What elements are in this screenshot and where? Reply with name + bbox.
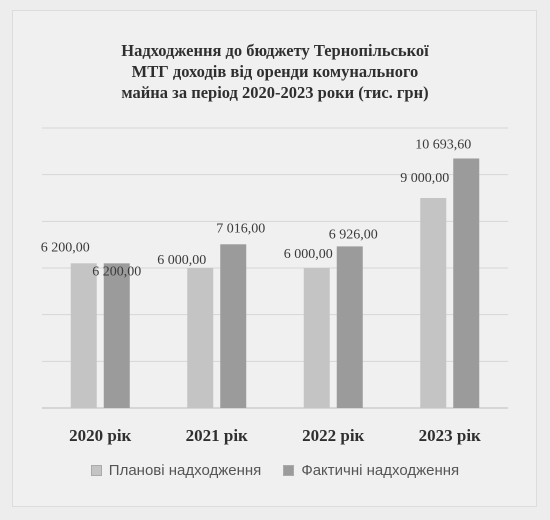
x-tick-label-2: 2022 рік — [302, 426, 365, 445]
x-tick-label-3: 2023 рік — [418, 426, 481, 445]
data-label-actual-1: 7 016,00 — [216, 221, 266, 237]
chart-title-line-1: Надходження до бюджету Тернопільської — [121, 41, 429, 60]
legend — [0, 462, 550, 479]
legend-swatch-actual — [283, 465, 294, 476]
legend-swatch-planned — [91, 465, 102, 476]
x-tick-labels — [69, 426, 481, 445]
bar-planned-3 — [420, 198, 446, 408]
data-label-actual-2: 6 926,00 — [328, 227, 378, 243]
bar-labels — [41, 137, 472, 279]
chart-title-line-3: майна за період 2020-2023 роки (тис. грн) — [121, 83, 429, 102]
data-label-planned-3: 9 000,00 — [400, 171, 450, 186]
legend-label-actual: Фактичні надходження — [301, 462, 460, 479]
bar-planned-1 — [187, 268, 213, 408]
bar-planned-2 — [304, 268, 330, 408]
chart-title-line-2: МТГ доходів від оренди комунального — [131, 62, 419, 81]
x-tick-label-0: 2020 рік — [69, 426, 132, 445]
data-label-planned-0: 6 200,00 — [40, 240, 90, 256]
data-label-planned-2: 6 000,00 — [283, 247, 333, 262]
bar-actual-3 — [453, 158, 479, 408]
legend-item-planned — [91, 462, 262, 479]
bar-actual-1 — [220, 244, 246, 408]
data-label-actual-3: 10 693,60 — [415, 137, 472, 153]
x-tick-label-1: 2021 рік — [185, 426, 248, 445]
bar-actual-2 — [337, 246, 363, 408]
bar-actual-0 — [104, 263, 130, 408]
bar-planned-0 — [71, 263, 97, 408]
data-label-planned-1: 6 000,00 — [157, 253, 207, 268]
bars — [71, 158, 480, 408]
data-label-actual-0: 6 200,00 — [92, 264, 142, 280]
legend-item-actual — [283, 462, 459, 479]
legend-label-planned: Планові надходження — [108, 462, 262, 479]
